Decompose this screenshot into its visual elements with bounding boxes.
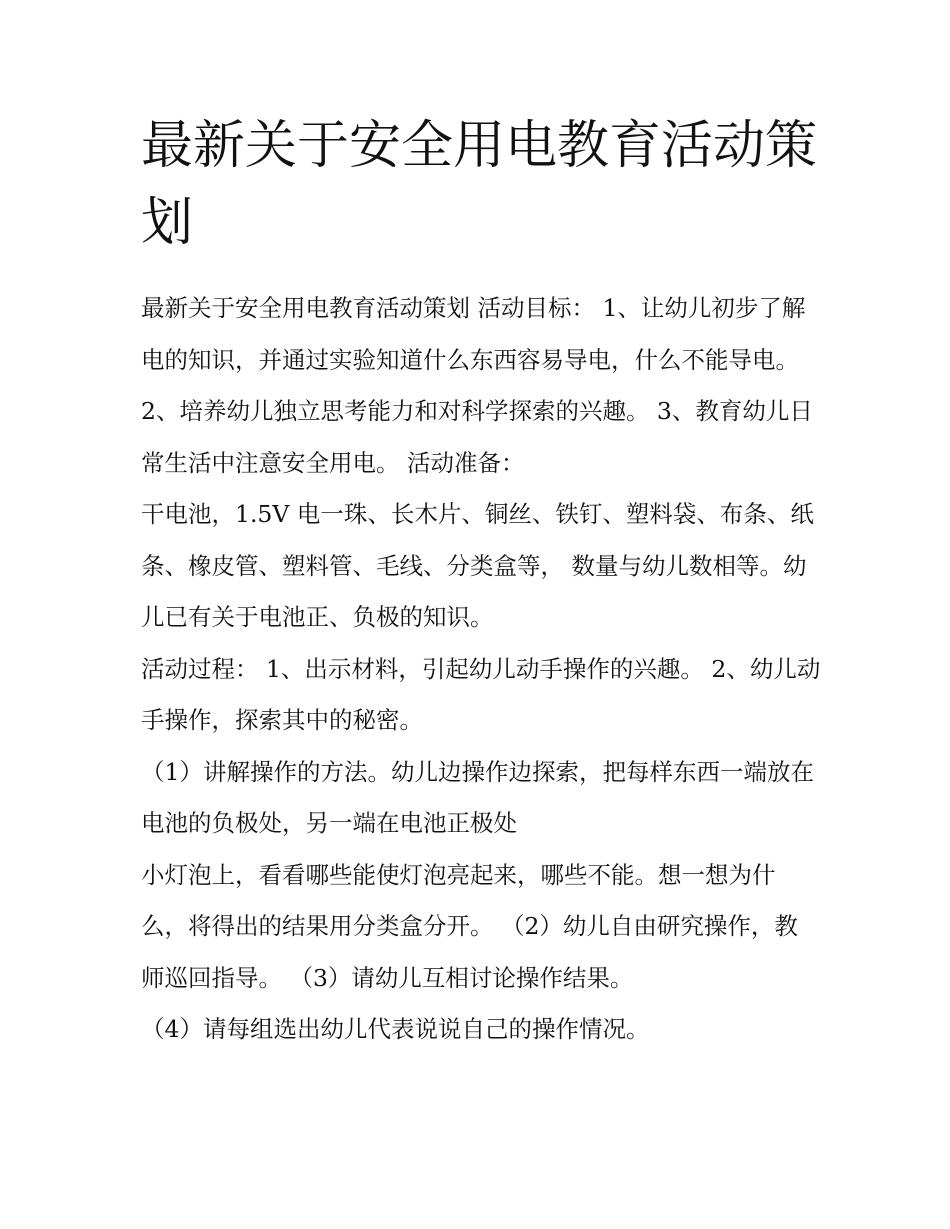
paragraph-1: 最新关于安全用电教育活动策划 活动目标： 1、让幼儿初步了解电的知识，并通过实验知道什么东西容易导电，什么不能导电。 [141, 294, 806, 374]
document-page [141, 108, 821, 1056]
paragraph-6: 小灯泡上，看看哪些能使灯泡亮起来，哪些不能。想一想为什么，将得出的结果用分类盒分开。 （2）幼儿自由研究操作，教师巡回指导。 （3）请幼儿互相讨论操作结果。 [141, 860, 798, 992]
document-title: 最新关于安全用电教育活动策划 [141, 116, 818, 253]
paragraph-5: （1）讲解操作的方法。幼儿边操作边探索，把每样东西一端放在电池的负极处，另一端在电池正极处 [141, 757, 814, 837]
paragraph-3: 干电池，1.5V 电一珠、长木片、铜丝、铁钉、塑料袋、布条、纸条、橡皮管、塑料管、毛线、分类盒等， 数量与幼儿数相等。幼儿已有关于电池正、负极的知识。 [141, 500, 814, 631]
paragraph-2: 2、培养幼儿独立思考能力和对科学探索的兴趣。 3、教育幼儿日常生活中注意安全用电。 活动准备： [141, 397, 813, 477]
document-body [141, 283, 821, 1056]
paragraph-4: 活动过程： 1、出示材料，引起幼儿动手操作的兴趣。 2、幼儿动手操作，探索其中的秘密。 [141, 654, 821, 734]
paragraph-7: （4）请每组选出幼儿代表说说自己的操作情况。 [141, 1015, 650, 1043]
